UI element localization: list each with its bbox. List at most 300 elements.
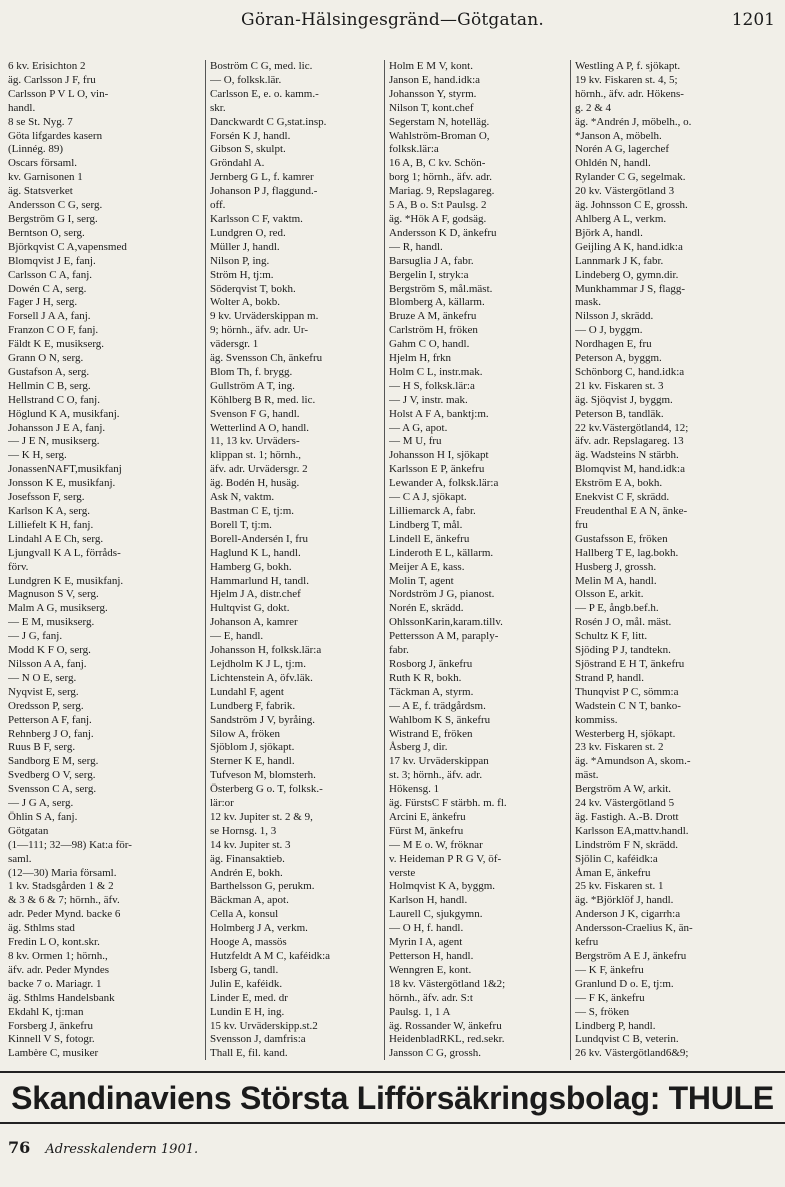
- directory-entry: Munkhammar J S, flagg-: [575, 282, 685, 295]
- directory-entry: — N O E, serg.: [8, 671, 77, 684]
- directory-entry: äg. Bodén H, husäg.: [210, 477, 300, 490]
- directory-entry: 5 A, B o. S:t Paulsg. 2: [389, 199, 487, 212]
- directory-entry: Olsson E, arkit.: [575, 588, 644, 601]
- directory-entry: Lundahl F, agent: [210, 685, 284, 698]
- directory-entry: Söderqvist T, bokh.: [210, 282, 296, 295]
- directory-entry: 1 kv. Stadsgården 1 & 2: [8, 880, 114, 893]
- directory-entry: Lindström F N, skrädd.: [575, 838, 678, 851]
- directory-entry: Peterson A, byggm.: [575, 352, 662, 365]
- directory-entry: Strand P, handl.: [575, 671, 645, 684]
- directory-entry: — K F, änkefru: [575, 963, 644, 976]
- directory-columns: [4, 60, 781, 1060]
- directory-entry: 9 kv. Urväderskippan m.: [210, 310, 319, 323]
- directory-entry: Gustafson A, serg.: [8, 365, 90, 378]
- directory-entry: 8 se St. Nyg. 7: [8, 115, 73, 128]
- directory-entry: Johansson J E A, fanj.: [8, 421, 106, 434]
- directory-entry: kommiss.: [575, 713, 618, 726]
- directory-entry: Jernberg G L, f. kamrer: [210, 171, 314, 184]
- directory-entry: Linderoth E L, källarm.: [389, 546, 494, 559]
- page-footer: [8, 1138, 198, 1157]
- directory-entry: Karlson H, handl.: [389, 894, 468, 907]
- directory-entry: JonassenNAFT,musikfanj: [8, 463, 122, 476]
- directory-entry: — M U, fru: [389, 435, 442, 448]
- directory-entry: äg. Svensson Ch, änkefru: [210, 352, 323, 365]
- directory-entry: Thall E, fil. kand.: [210, 1047, 288, 1060]
- directory-entry: — J V, instr. mak.: [389, 393, 468, 406]
- directory-entry: äfv. adr. Peder Myndes: [8, 963, 110, 976]
- directory-entry: äg. *Hök A F, godsäg.: [389, 212, 487, 225]
- directory-entry: Hutzfeldt A M C, kaféidk:a: [210, 950, 331, 962]
- directory-entry: Myrin I A, agent: [389, 936, 463, 949]
- directory-entry: fabr.: [389, 644, 409, 657]
- directory-entry: Lundin E H, ing.: [210, 1005, 285, 1018]
- directory-entry: Gröndahl A.: [210, 157, 265, 170]
- directory-entry: folksk.lär:a: [389, 143, 439, 156]
- directory-entry: Blom Th, f. brygg.: [210, 365, 293, 378]
- directory-entry: Isberg G, tandl.: [210, 963, 279, 976]
- directory-entry: Gullström A T, ing.: [210, 379, 295, 392]
- directory-entry: kefru: [575, 936, 599, 949]
- page-header: [0, 10, 785, 36]
- directory-entry: Karlson K A, serg.: [8, 505, 90, 517]
- directory-entry: 11, 13 kv. Urväders-: [210, 435, 300, 448]
- directory-entry: 18 kv. Västergötland 1&2;: [389, 977, 506, 990]
- directory-entry: Lindberg P, handl.: [575, 1019, 656, 1032]
- directory-entry: Ohldén N, handl.: [575, 157, 651, 170]
- directory-entry: Lejdholm K J L, tj:m.: [210, 657, 306, 670]
- directory-entry: äg. *Björklöf J, handl.: [575, 894, 674, 907]
- directory-entry: — A G, apot.: [389, 421, 448, 434]
- directory-entry: borg 1; hörnh., äfv. adr.: [389, 171, 492, 184]
- directory-entry: Nyqvist E, serg.: [8, 685, 79, 698]
- directory-entry: adr. Peder Mynd. backe 6: [8, 908, 121, 921]
- directory-entry: Thunqvist P C, sömm:a: [575, 685, 679, 698]
- directory-entry: Müller J, handl.: [210, 240, 280, 253]
- directory-entry: Molin T, agent: [389, 574, 454, 587]
- directory-entry: Forsén K J, handl.: [210, 129, 291, 142]
- directory-entry: Blomqvist J E, fanj.: [8, 254, 96, 267]
- directory-entry: 23 kv. Fiskaren st. 2: [575, 741, 664, 754]
- directory-entry: Karlsson E P, änkefru: [389, 463, 485, 476]
- directory-entry: — E, handl.: [210, 630, 264, 643]
- directory-entry: Blomqvist M, hand.idk:a: [575, 463, 685, 476]
- directory-entry: äg. *Amundson A, skom.-: [575, 755, 691, 768]
- directory-entry: Linder E, med. dr: [210, 991, 288, 1004]
- directory-entry: Barsuglia J A, fabr.: [389, 254, 474, 267]
- directory-entry: Rosén J O, mål. mäst.: [575, 616, 672, 629]
- directory-entry: Lindell E, änkefru: [389, 532, 470, 545]
- directory-entry: Höglund K A, musikfanj.: [8, 407, 120, 420]
- directory-entry: Gahm C O, handl.: [389, 338, 470, 351]
- directory-entry: Oscars församl.: [8, 157, 78, 170]
- directory-entry: Janson E, hand.idk:a: [389, 73, 481, 86]
- directory-entry: off.: [210, 199, 226, 212]
- directory-entry: Petterson H, handl.: [389, 950, 474, 962]
- directory-entry: 17 kv. Urväderskippan: [389, 755, 489, 768]
- directory-entry: Lannmark J K, fabr.: [575, 254, 664, 267]
- directory-entry: Lewander A, folksk.lär:a: [389, 477, 499, 490]
- directory-entry: st. 3; hörnh., äfv. adr.: [389, 769, 483, 782]
- directory-entry: Wistrand E, fröken: [389, 727, 473, 740]
- directory-entry: Malm A G, musikserg.: [8, 602, 108, 615]
- directory-entry: Fager J H, serg.: [8, 296, 78, 309]
- directory-entry: se Hornsg. 1, 3: [210, 824, 277, 837]
- directory-entry: Holm E M V, kont.: [389, 60, 473, 72]
- directory-entry: Lundgren K E, musikfanj.: [8, 574, 124, 587]
- directory-entry: 8 kv. Ormen 1; hörnh.,: [8, 950, 108, 962]
- directory-entry: Bergström A E J, änkefru: [575, 950, 687, 962]
- directory-entry: Hökensg. 1: [389, 783, 440, 796]
- directory-entry: Rosborg J, änkefru: [389, 657, 473, 670]
- directory-entry: 12 kv. Jupiter st. 2 & 9,: [210, 810, 313, 823]
- directory-entry: Wahlström-Broman O,: [389, 129, 490, 142]
- directory-entry: 16 A, B, C kv. Schön-: [389, 157, 486, 170]
- directory-entry: Rylander C G, segelmak.: [575, 171, 686, 184]
- directory-entry: — R, handl.: [389, 240, 443, 253]
- directory-entry: Husberg J, grossh.: [575, 560, 657, 573]
- directory-entry: Dowén C A, serg.: [8, 282, 87, 295]
- directory-entry: äg. Sjöqvist J, byggm.: [575, 393, 673, 406]
- directory-entry: skr.: [210, 101, 226, 114]
- directory-entry: hörnh., äfv. adr. Hökens-: [575, 87, 684, 100]
- directory-entry: Schultz K F, litt.: [575, 630, 648, 643]
- directory-entry: mäst.: [575, 769, 599, 782]
- directory-entry: Wahlbom K S, änkefru: [389, 713, 491, 726]
- directory-entry: Täckman A, styrm.: [389, 685, 474, 698]
- directory-entry: Sjöblom J, sjökapt.: [210, 741, 295, 754]
- directory-entry: 19 kv. Fiskaren st. 4, 5;: [575, 73, 678, 86]
- directory-entry: Lichtenstein A, öfv.läk.: [210, 671, 313, 684]
- directory-entry: Carlström H, fröken: [389, 324, 478, 337]
- page-title: Göran-Hälsingesgränd—Götgatan.: [241, 10, 544, 30]
- directory-entry: Modd K F O, serg.: [8, 644, 91, 657]
- directory-entry: — E M, musikserg.: [8, 616, 95, 629]
- directory-entry: Carlsson P V L O, vin-: [8, 87, 109, 100]
- directory-entry: Carlsson C A, fanj.: [8, 268, 93, 281]
- directory-entry: Freudenthal E A N, änke-: [575, 505, 688, 517]
- directory-entry: Mariag. 9, Repslagareg.: [389, 185, 495, 198]
- directory-entry: OhlssonKarin,karam.tillv.: [389, 616, 503, 629]
- directory-entry: 9; hörnh., äfv. adr. Ur-: [210, 324, 309, 337]
- directory-entry: Meijer A E, kass.: [389, 560, 465, 573]
- directory-entry: Magnuson S V, serg.: [8, 588, 99, 601]
- column-4: [570, 60, 781, 1060]
- directory-entry: Svenson F G, handl.: [210, 407, 300, 420]
- directory-entry: verste: [389, 866, 416, 879]
- directory-entry: *Janson A, möbelh.: [575, 129, 662, 142]
- directory-entry: Ekström E A, bokh.: [575, 477, 663, 490]
- directory-entry: 24 kv. Västergötland 5: [575, 797, 675, 810]
- directory-entry: Rehnberg J O, fanj.: [8, 727, 94, 740]
- directory-entry: Hallberg T E, lag.bokh.: [575, 546, 679, 559]
- directory-entry: Hamberg G, bokh.: [210, 560, 292, 573]
- directory-entry: Björk A, handl.: [575, 226, 643, 239]
- directory-entry: — S, fröken: [575, 1005, 630, 1018]
- directory-entry: Svedberg O V, serg.: [8, 769, 96, 782]
- directory-entry: Boström C G, med. lic.: [210, 60, 313, 72]
- directory-entry: Wenngren E, kont.: [389, 963, 472, 976]
- directory-entry: Hammarlund H, tandl.: [210, 574, 309, 587]
- directory-entry: Svensson J, damfris:a: [210, 1033, 306, 1046]
- directory-entry: — P E, ångb.bef.h.: [575, 602, 659, 615]
- directory-entry: Göta lifgardes kasern: [8, 129, 103, 142]
- directory-entry: Ruth K R, bokh.: [389, 671, 462, 684]
- directory-entry: mask.: [575, 296, 601, 309]
- directory-entry: Segerstam N, hotelläg.: [389, 115, 490, 128]
- directory-entry: Andrén E, bokh.: [210, 866, 283, 879]
- directory-entry: äg. Johnsson C E, grossh.: [575, 199, 688, 212]
- directory-entry: g. 2 & 4: [575, 101, 612, 114]
- directory-entry: — J G A, serg.: [8, 797, 74, 810]
- directory-entry: fru: [575, 518, 588, 531]
- directory-entry: — F K, änkefru: [575, 991, 645, 1004]
- column-3: [384, 60, 570, 1060]
- directory-entry: Jansson C G, grossh.: [389, 1047, 481, 1060]
- directory-entry: Borell T, tj:m.: [210, 518, 272, 531]
- directory-entry: Hellmin C B, serg.: [8, 379, 91, 392]
- directory-entry: Holst A F A, banktj:m.: [389, 407, 489, 420]
- directory-entry: Silow A, fröken: [210, 727, 280, 740]
- directory-entry: Karlsson C F, vaktm.: [210, 212, 303, 225]
- directory-entry: Ljungvall K A L, förråds-: [8, 546, 121, 559]
- directory-entry: — C A J, sjökapt.: [389, 491, 467, 504]
- directory-entry: — A E, f. trädgårdsm.: [389, 699, 486, 712]
- directory-entry: Johanson A, kamrer: [210, 616, 298, 629]
- directory-entry: Ruus B F, serg.: [8, 741, 76, 754]
- directory-entry: Lilliefelt K H, fanj.: [8, 518, 94, 531]
- directory-entry: Sandborg E M, serg.: [8, 755, 99, 768]
- directory-entry: äg. Fastigh. A.-B. Drott: [575, 810, 679, 823]
- directory-entry: Grann O N, serg.: [8, 352, 84, 365]
- directory-entry: äfv. adr. Urvädersgr. 2: [210, 463, 308, 476]
- directory-entry: Lilliemarck A, fabr.: [389, 505, 476, 517]
- directory-entry: Johansson Y, styrm.: [389, 87, 477, 100]
- directory-entry: Andersson-Craelius K, än-: [575, 922, 693, 935]
- directory-entry: Berntson O, serg.: [8, 226, 85, 239]
- directory-entry: Ekdahl K, tj:man: [8, 1005, 84, 1018]
- directory-entry: Tufveson M, blomsterh.: [210, 769, 316, 782]
- directory-entry: Karlsson EA,mattv.handl.: [575, 824, 689, 837]
- directory-entry: äg. Finansaktieb.: [210, 852, 285, 865]
- directory-entry: Hjelm H, frkn: [389, 352, 452, 365]
- directory-entry: Sjölin C, kaféidk:a: [575, 852, 658, 865]
- directory-entry: Gustafsson E, fröken: [575, 532, 668, 545]
- directory-entry: Fredin L O, kont.skr.: [8, 936, 100, 949]
- directory-entry: Bruze A M, änkefru: [389, 310, 477, 323]
- directory-entry: Wetterlind A O, handl.: [210, 421, 310, 434]
- directory-entry: Fäldt K E, musikserg.: [8, 338, 105, 351]
- directory-entry: Ström H, tj:m.: [210, 268, 274, 281]
- directory-entry: Peterson B, tandläk.: [575, 407, 664, 420]
- directory-entry: förv.: [8, 560, 29, 573]
- directory-entry: Barthelsson G, perukm.: [210, 880, 315, 893]
- page-number: 1201: [731, 10, 775, 30]
- directory-entry: Enekvist C F, skrädd.: [575, 491, 670, 504]
- directory-entry: Nilson P, ing.: [210, 254, 270, 267]
- directory-entry: Johansson H, folksk.lär:a: [210, 644, 322, 657]
- directory-entry: — H S, folksk.lär:a: [389, 379, 475, 392]
- directory-entry: Julin E, kaféidk.: [210, 977, 283, 990]
- directory-entry: Köhlberg B R, med. lic.: [210, 393, 316, 406]
- directory-entry: kv. Garnisonen 1: [8, 171, 83, 184]
- directory-entry: äg. Wadsteins N stärbh.: [575, 449, 679, 462]
- directory-entry: Pettersson A M, paraply-: [389, 630, 499, 643]
- directory-entry: Johanson P J, flaggund.-: [210, 185, 318, 198]
- directory-entry: Nilsson J, skrädd.: [575, 310, 654, 323]
- directory-entry: Lundgren O, red.: [210, 226, 286, 239]
- directory-entry: Westerberg H, sjökapt.: [575, 727, 676, 740]
- directory-entry: Oredsson P, serg.: [8, 699, 84, 712]
- directory-entry: HeidenbladRKL, red.sekr.: [389, 1033, 505, 1046]
- directory-entry: Forsell J A A, fanj.: [8, 310, 91, 323]
- directory-entry: — J E N, musikserg.: [8, 435, 100, 448]
- directory-entry: (12—30) Maria församl.: [8, 866, 117, 879]
- directory-entry: Hooge A, massös: [210, 936, 287, 949]
- directory-entry: Andersson C G, serg.: [8, 199, 103, 212]
- directory-entry: Haglund K L, handl.: [210, 546, 301, 559]
- directory-entry: klippan st. 1; hörnh.,: [210, 449, 302, 462]
- directory-entry: — J G, fanj.: [8, 630, 63, 643]
- directory-entry: Bastman C E, tj:m.: [210, 505, 295, 517]
- directory-entry: Götgatan: [8, 824, 49, 837]
- directory-entry: Johansson H I, sjökapt: [389, 449, 489, 462]
- directory-entry: Westling A P, f. sjökapt.: [575, 60, 681, 72]
- directory-entry: Andersson K D, änkefru: [389, 226, 497, 239]
- directory-entry: Forsberg J, änkefru: [8, 1019, 94, 1032]
- directory-entry: Blomberg A, källarm.: [389, 296, 485, 309]
- directory-entry: Ask N, vaktm.: [210, 491, 275, 504]
- directory-entry: Kinnell V S, fotogr.: [8, 1033, 95, 1046]
- advertisement-banner: Skandinaviens Största Lifförsäkringsbolag: THULE: [0, 1071, 785, 1124]
- directory-entry: Cella A, konsul: [210, 908, 279, 921]
- directory-entry: (Linnég. 89): [8, 143, 63, 156]
- directory-entry: 6 kv. Erisichton 2: [8, 60, 86, 72]
- directory-entry: hörnh., äfv. adr. S:t: [389, 991, 473, 1004]
- directory-entry: Franzon C O F, fanj.: [8, 324, 99, 337]
- directory-entry: Granlund D o. E, tj:m.: [575, 977, 674, 990]
- directory-entry: äg. Carlsson J F, fru: [8, 73, 96, 86]
- directory-entry: Josefsson F, serg.: [8, 491, 85, 504]
- directory-entry: — O J, byggm.: [575, 324, 643, 337]
- directory-entry: Arcini E, änkefru: [389, 810, 466, 823]
- directory-entry: Bäckman A, apot.: [210, 894, 289, 907]
- directory-entry: 14 kv. Jupiter st. 3: [210, 838, 291, 851]
- directory-entry: Lundqvist C B, veterin.: [575, 1033, 679, 1046]
- directory-entry: (1—111; 32—98) Kat:a för-: [8, 838, 132, 851]
- directory-entry: Öhlin S A, fanj.: [8, 810, 78, 823]
- directory-entry: Bergelin I, stryk:a: [389, 268, 469, 281]
- directory-entry: Lindberg T, mål.: [389, 518, 463, 531]
- directory-entry: Laurell C, sjukgymn.: [389, 908, 483, 921]
- directory-entry: Borell-Andersén I, fru: [210, 532, 309, 545]
- directory-entry: 26 kv. Västergötland6&9;: [575, 1047, 689, 1060]
- directory-entry: Hultqvist G, dokt.: [210, 602, 290, 615]
- directory-entry: Nilson T, kont.chef: [389, 101, 474, 114]
- footer-publication: Adresskalendern 1901.: [45, 1142, 199, 1157]
- directory-entry: Danckwardt C G,stat.insp.: [210, 115, 327, 128]
- directory-entry: Wadstein C N T, banko-: [575, 699, 681, 712]
- directory-entry: Bergström G I, serg.: [8, 212, 98, 225]
- directory-entry: Hellstrand C O, fanj.: [8, 393, 100, 406]
- directory-entry: Svensson C A, serg.: [8, 783, 97, 796]
- directory-entry: Sterner K E, handl.: [210, 755, 295, 768]
- directory-entry: äg. Statsverket: [8, 185, 73, 198]
- directory-entry: 25 kv. Fiskaren st. 1: [575, 880, 664, 893]
- directory-entry: Ahlberg A L, verkm.: [575, 212, 667, 225]
- directory-entry: backe 7 o. Mariagr. 1: [8, 977, 102, 990]
- directory-entry: — O, folksk.lär.: [210, 73, 282, 86]
- directory-entry: Holmberg J A, verkm.: [210, 922, 308, 935]
- directory-entry: Bergström A W, arkit.: [575, 783, 672, 796]
- directory-entry: v. Heideman P R G V, öf-: [389, 852, 502, 865]
- directory-entry: Lindahl A E Ch, serg.: [8, 532, 104, 545]
- directory-entry: — M E o. W, fröknar: [389, 838, 483, 851]
- directory-entry: Lundberg F, fabrik.: [210, 699, 296, 712]
- directory-entry: Åsberg J, dir.: [389, 741, 448, 754]
- directory-entry: äg. Sthlms Handelsbank: [8, 991, 115, 1004]
- directory-entry: Anderson J K, cigarrh:a: [575, 908, 681, 921]
- directory-entry: Gibson S, skulpt.: [210, 143, 286, 156]
- directory-entry: 21 kv. Fiskaren st. 3: [575, 379, 664, 392]
- directory-entry: äg. FürstsC F stärbh. m. fl.: [389, 797, 507, 810]
- directory-entry: äg. Rossander W, änkefru: [389, 1019, 502, 1032]
- directory-entry: Jonsson K E, musikfanj.: [8, 477, 116, 490]
- directory-entry: Sandström J V, byråing.: [210, 713, 316, 726]
- directory-entry: saml.: [8, 852, 32, 865]
- directory-entry: Åman E, änkefru: [575, 866, 651, 879]
- directory-entry: Schönborg C, hand.idk:a: [575, 365, 685, 378]
- column-1: [4, 60, 205, 1060]
- directory-entry: Norén A G, lagerchef: [575, 143, 670, 156]
- directory-entry: äg. Sthlms stad: [8, 922, 75, 935]
- directory-entry: Melin M A, handl.: [575, 574, 657, 587]
- directory-entry: Sjöding P J, tandtekn.: [575, 644, 671, 657]
- directory-entry: Wolter A, bokb.: [210, 296, 280, 309]
- directory-entry: vädersgr. 1: [210, 338, 259, 351]
- directory-entry: Holmqvist K A, byggm.: [389, 880, 496, 893]
- directory-entry: Geijling A K, hand.idk:a: [575, 240, 683, 253]
- directory-entry: Nilsson A A, fanj.: [8, 657, 87, 670]
- directory-entry: Carlsson E, e. o. kamm.-: [210, 87, 319, 100]
- directory-entry: Nordhagen E, fru: [575, 338, 652, 351]
- directory-entry: 15 kv. Urväderskipp.st.2: [210, 1019, 318, 1032]
- directory-entry: Österberg G o. T, folksk.-: [210, 783, 323, 796]
- column-2: [205, 60, 384, 1060]
- directory-entry: Nordström J G, pianost.: [389, 588, 495, 601]
- directory-entry: Holm C L, instr.mak.: [389, 365, 483, 378]
- directory-entry: 22 kv.Västergötland4, 12;: [575, 421, 689, 434]
- directory-entry: Lambère C, musiker: [8, 1047, 99, 1060]
- directory-entry: Lindeberg O, gymn.dir.: [575, 268, 679, 281]
- directory-entry: — K H, serg.: [8, 449, 67, 462]
- directory-entry: handl.: [8, 101, 36, 114]
- directory-entry: 20 kv. Västergötland 3: [575, 185, 675, 198]
- directory-entry: & 3 & 6 & 7; hörnh., äfv.: [8, 894, 120, 907]
- directory-entry: Bergström S, mål.mäst.: [389, 282, 493, 295]
- footer-page-number: 76: [8, 1138, 31, 1157]
- directory-entry: Paulsg. 1, 1 A: [389, 1005, 451, 1018]
- directory-entry: lär:or: [210, 797, 234, 810]
- directory-entry: äfv. adr. Repslagareg. 13: [575, 435, 684, 448]
- directory-entry: äg. *Andrén J, möbelh., o.: [575, 115, 692, 128]
- directory-entry: Fürst M, änkefru: [389, 824, 464, 837]
- directory-entry: Björkqvist C A,vapensmed: [8, 240, 127, 253]
- directory-entry: Norén E, skrädd.: [389, 602, 464, 615]
- directory-entry: Sjöstrand E H T, änkefru: [575, 657, 685, 670]
- directory-entry: — O H, f. handl.: [389, 922, 464, 935]
- directory-entry: Hjelm J A, distr.chef: [210, 588, 301, 601]
- directory-entry: Petterson A F, fanj.: [8, 713, 92, 726]
